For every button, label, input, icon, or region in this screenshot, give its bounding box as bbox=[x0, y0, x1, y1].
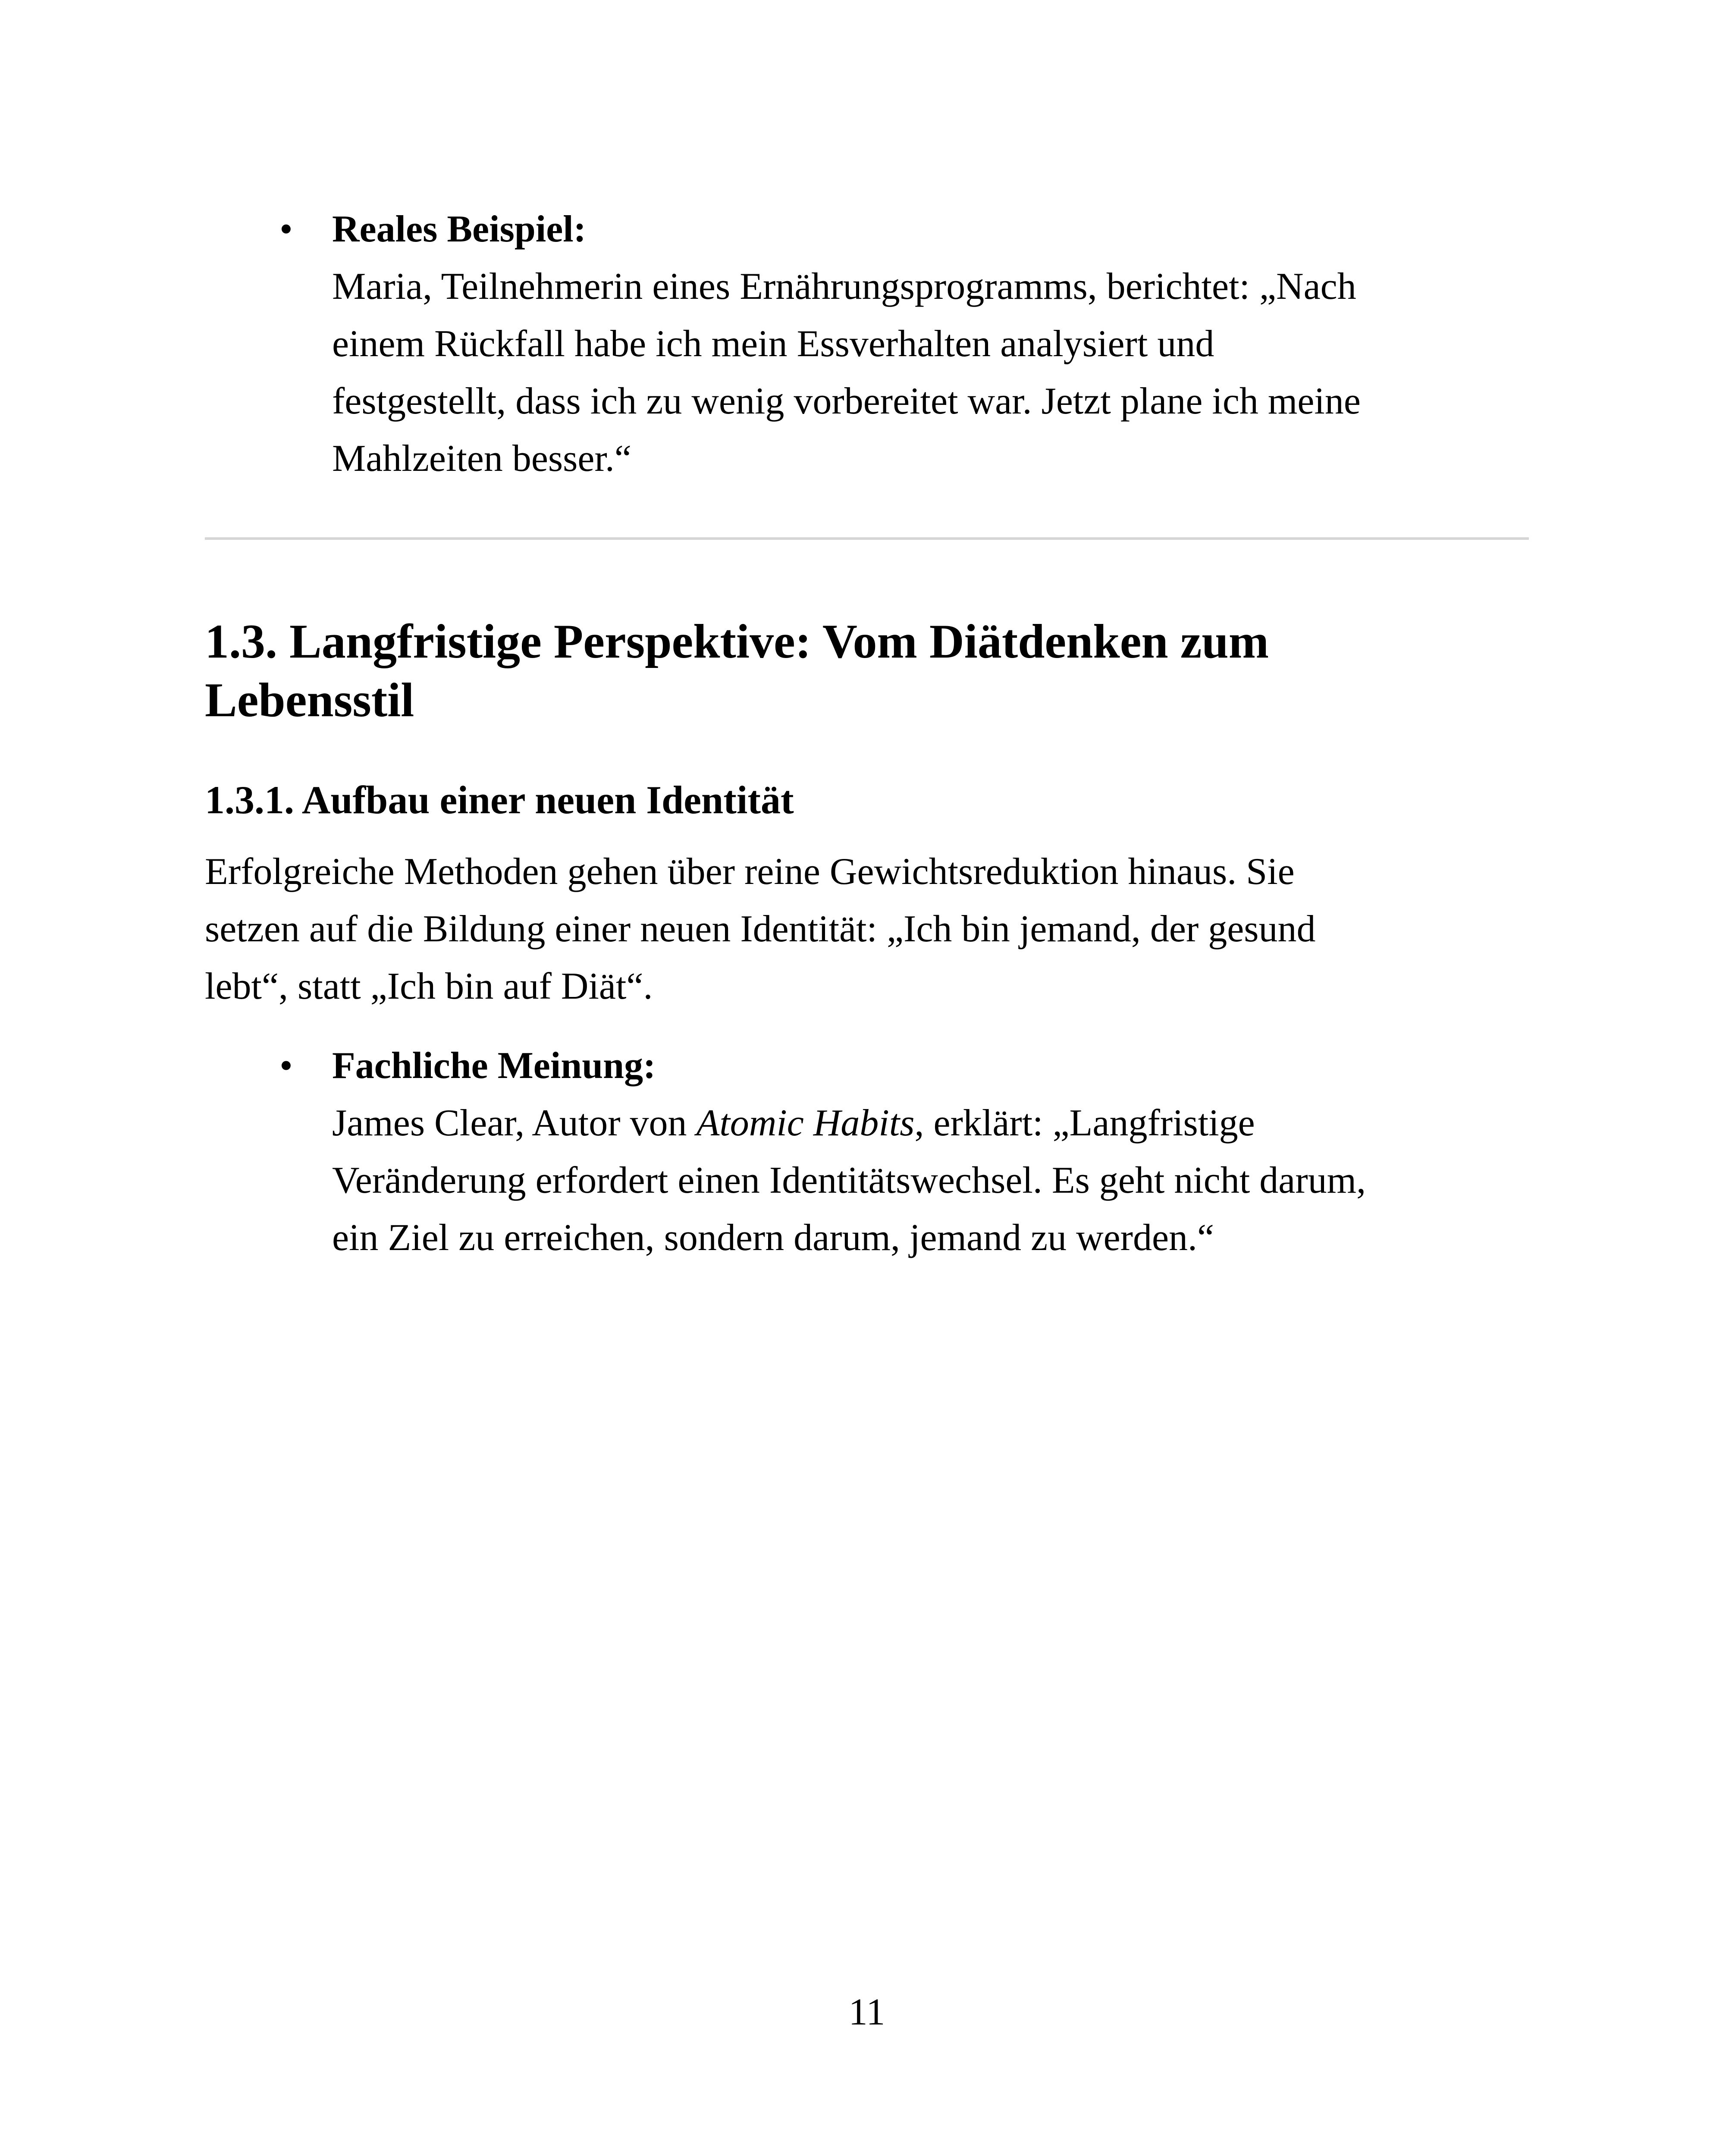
bullet-body-line bbox=[332, 1094, 1540, 1152]
bullet-body-line: ein Ziel zu erreichen, sondern darum, jemand zu werden.“ bbox=[332, 1217, 1214, 1259]
paragraph-line: Erfolgreiche Methoden gehen über reine Gewichtsreduktion hinaus. Sie bbox=[205, 851, 1295, 893]
bullet-body bbox=[332, 258, 1540, 487]
page-number: 11 bbox=[848, 1991, 885, 2033]
bullet-expert-opinion bbox=[279, 1037, 1540, 1266]
bullet-body-line: einem Rückfall habe ich mein Essverhalten analysiert und bbox=[332, 323, 1214, 365]
bullet-real-example bbox=[279, 201, 1540, 487]
paragraph-line: lebt“, statt „Ich bin auf Diät“. bbox=[205, 965, 653, 1007]
bullet-title: Reales Beispiel: bbox=[332, 208, 587, 250]
quote-intro: James Clear, Autor von bbox=[332, 1102, 697, 1144]
bullet-body-line: Maria, Teilnehmerin eines Ernährungsprogramms, berichtet: „Nach bbox=[332, 266, 1356, 307]
bullet-marker: • bbox=[279, 1045, 293, 1087]
bullet-marker: • bbox=[279, 208, 293, 250]
subsection-heading: 1.3.1. Aufbau einer neuen Identität bbox=[205, 778, 794, 822]
section-heading-line: 1.3. Langfristige Perspektive: Vom Diätdenken zum bbox=[205, 615, 1269, 668]
quote-start: , erklärt: „Langfristige bbox=[914, 1102, 1255, 1144]
bullet-body-line: Mahlzeiten besser.“ bbox=[332, 438, 631, 479]
paragraph-line: setzen auf die Bildung einer neuen Identität: „Ich bin jemand, der gesund bbox=[205, 908, 1316, 950]
bullet-body bbox=[332, 1094, 1540, 1266]
section-heading bbox=[205, 612, 1529, 730]
section-divider bbox=[205, 537, 1529, 540]
book-title: Atomic Habits bbox=[696, 1102, 915, 1144]
bullet-body-line: Veränderung erfordert einen Identitätswechsel. Es geht nicht darum, bbox=[332, 1159, 1366, 1201]
bullet-title: Fachliche Meinung: bbox=[332, 1045, 656, 1087]
section-heading-line: Lebensstil bbox=[205, 674, 414, 727]
body-paragraph bbox=[205, 843, 1529, 1015]
bullet-body-line: festgestellt, dass ich zu wenig vorbereitet war. Jetzt plane ich meine bbox=[332, 380, 1361, 422]
document-page bbox=[205, 0, 1529, 2156]
